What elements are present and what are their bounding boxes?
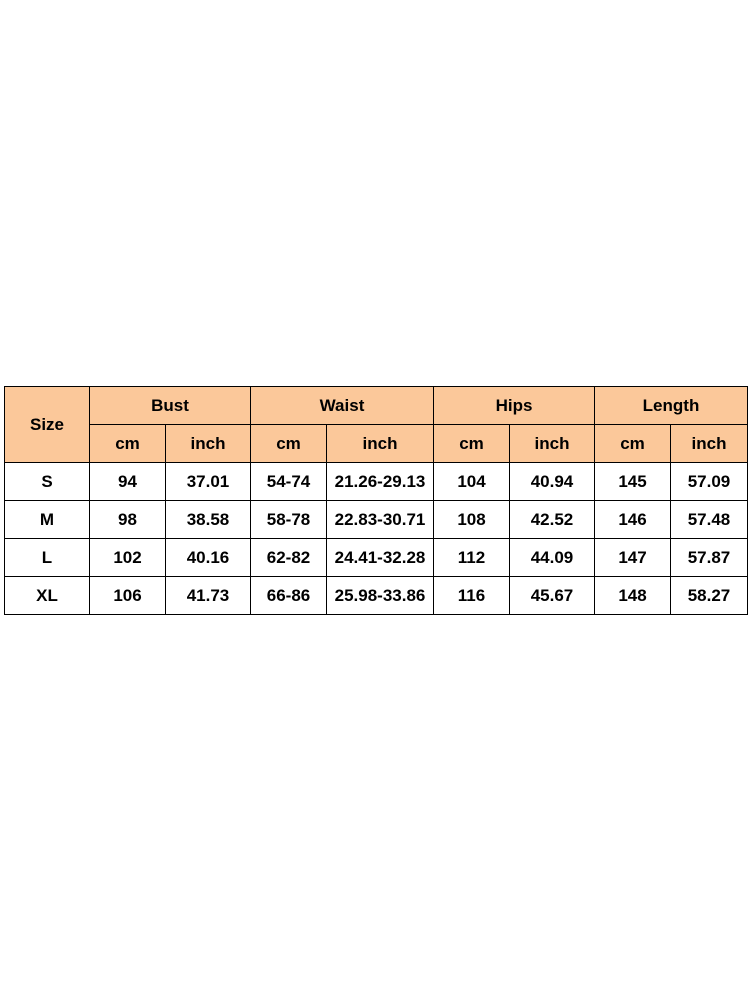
- length-cm-cell: 147: [595, 539, 671, 577]
- hips-cm-cell: 116: [434, 577, 510, 615]
- hips-inch-cell: 42.52: [510, 501, 595, 539]
- unit-header: inch: [327, 425, 434, 463]
- unit-header: cm: [434, 425, 510, 463]
- bust-inch-cell: 37.01: [166, 463, 251, 501]
- waist-inch-cell: 21.26-29.13: [327, 463, 434, 501]
- header-row-groups: [5, 387, 748, 425]
- header-waist: Waist: [251, 387, 434, 425]
- unit-header: inch: [510, 425, 595, 463]
- bust-inch-cell: 41.73: [166, 577, 251, 615]
- waist-inch-cell: 24.41-32.28: [327, 539, 434, 577]
- bust-cm-cell: 102: [90, 539, 166, 577]
- hips-inch-cell: 40.94: [510, 463, 595, 501]
- length-cm-cell: 146: [595, 501, 671, 539]
- length-inch-cell: 57.48: [671, 501, 748, 539]
- bust-inch-cell: 40.16: [166, 539, 251, 577]
- table-row: [5, 539, 748, 577]
- bust-cm-cell: 98: [90, 501, 166, 539]
- waist-cm-cell: 62-82: [251, 539, 327, 577]
- waist-inch-cell: 25.98-33.86: [327, 577, 434, 615]
- length-inch-cell: 57.09: [671, 463, 748, 501]
- bust-cm-cell: 94: [90, 463, 166, 501]
- waist-cm-cell: 58-78: [251, 501, 327, 539]
- size-chart-table: [4, 386, 748, 615]
- length-inch-cell: 57.87: [671, 539, 748, 577]
- bust-cm-cell: 106: [90, 577, 166, 615]
- length-cm-cell: 145: [595, 463, 671, 501]
- table-row: [5, 501, 748, 539]
- table-row: [5, 577, 748, 615]
- unit-header: cm: [595, 425, 671, 463]
- length-cm-cell: 148: [595, 577, 671, 615]
- header-length: Length: [595, 387, 748, 425]
- size-cell: M: [5, 501, 90, 539]
- waist-cm-cell: 66-86: [251, 577, 327, 615]
- hips-inch-cell: 45.67: [510, 577, 595, 615]
- header-hips: Hips: [434, 387, 595, 425]
- size-cell: S: [5, 463, 90, 501]
- unit-header: inch: [671, 425, 748, 463]
- bust-inch-cell: 38.58: [166, 501, 251, 539]
- header-row-units: [5, 425, 748, 463]
- hips-cm-cell: 112: [434, 539, 510, 577]
- hips-inch-cell: 44.09: [510, 539, 595, 577]
- size-cell: L: [5, 539, 90, 577]
- length-inch-cell: 58.27: [671, 577, 748, 615]
- size-cell: XL: [5, 577, 90, 615]
- table-row: [5, 463, 748, 501]
- hips-cm-cell: 108: [434, 501, 510, 539]
- unit-header: cm: [251, 425, 327, 463]
- unit-header: cm: [90, 425, 166, 463]
- waist-cm-cell: 54-74: [251, 463, 327, 501]
- hips-cm-cell: 104: [434, 463, 510, 501]
- unit-header: inch: [166, 425, 251, 463]
- header-bust: Bust: [90, 387, 251, 425]
- waist-inch-cell: 22.83-30.71: [327, 501, 434, 539]
- header-size: Size: [5, 387, 90, 463]
